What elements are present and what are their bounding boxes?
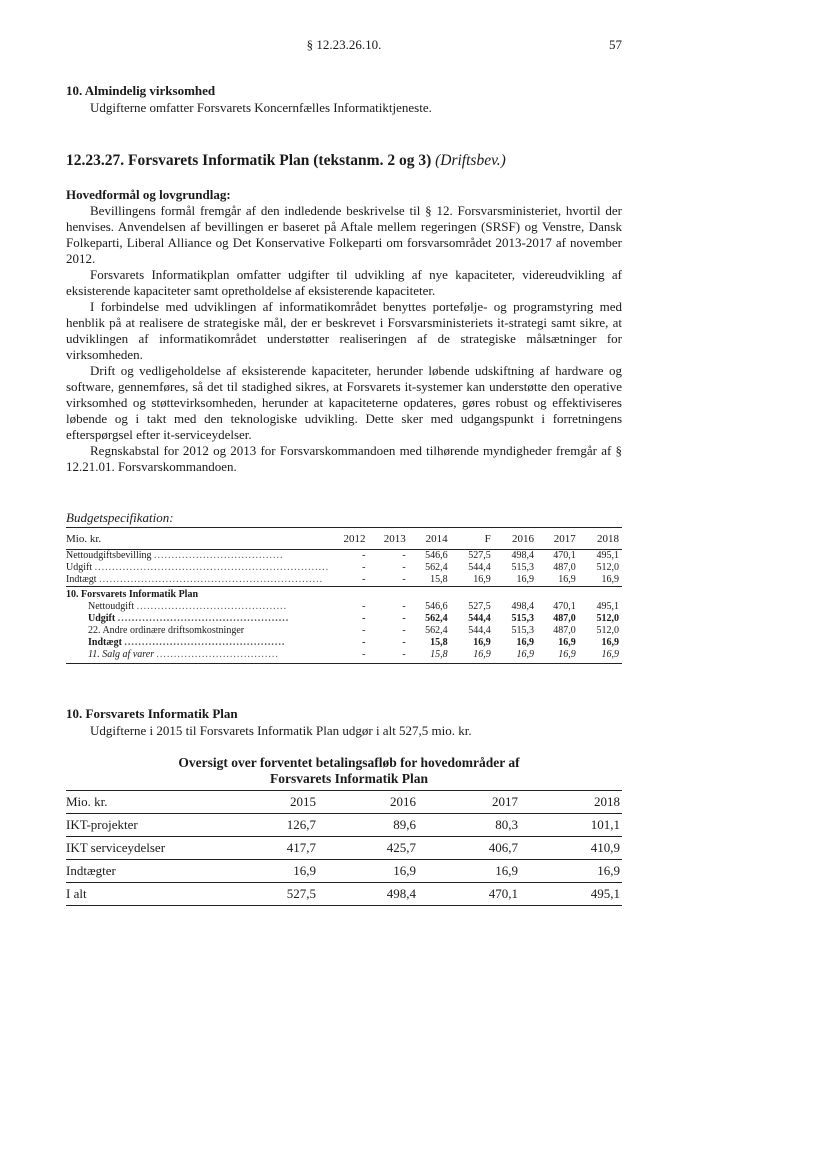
- overview-col-header: 2016: [318, 791, 418, 814]
- row-label-text: 11. Salg af varer: [88, 649, 155, 660]
- table-cell: -: [362, 613, 366, 624]
- table-cell: 487,0: [553, 613, 576, 624]
- table-cell: -: [402, 625, 406, 636]
- row-label-text: Nettoudgiftsbevilling: [66, 550, 152, 561]
- table-row: [66, 637, 622, 649]
- budget-header-row: [66, 528, 622, 550]
- budget-col-header: F: [451, 528, 494, 550]
- budget-col-header: Mio. kr.: [66, 528, 332, 550]
- table-cell: 470,1: [418, 883, 520, 906]
- table-cell: 16,9: [473, 574, 491, 585]
- hovedformaal-body: [66, 203, 622, 475]
- hovedformaal-heading: Hovedformål og lovgrundlag:: [66, 187, 231, 202]
- table-row: [66, 562, 622, 574]
- table-cell: 16,9: [494, 649, 537, 664]
- table-cell: 406,7: [418, 837, 520, 860]
- row-label-text: 22. Andre ordinære driftsomkostninger: [88, 625, 245, 636]
- table-cell: 515,3: [511, 613, 534, 624]
- table-cell: 515,3: [511, 562, 534, 573]
- table-cell: -: [402, 637, 406, 648]
- table-cell: -: [362, 562, 366, 573]
- table-cell: -: [402, 562, 406, 573]
- table-cell: 15,8: [409, 649, 451, 664]
- table-row: [66, 587, 622, 602]
- table-cell: 515,3: [511, 625, 534, 636]
- table-cell: 546,6: [425, 601, 448, 612]
- table-row: [66, 601, 622, 613]
- leader-dots: ...........................................: [136, 601, 288, 612]
- row-label: I alt: [66, 883, 216, 906]
- body-paragraph: Forsvarets Informatikplan omfatter udgifter til udvikling af nye kapaciteter, videreudvikling af eksisterende kapaciteter samt opretholdelse af eksisterende kapaciteter.: [66, 267, 622, 298]
- table-cell: 16,9: [601, 637, 619, 648]
- page-number: 57: [609, 37, 622, 52]
- table-cell: 16,9: [451, 649, 494, 664]
- budget-col-header: 2016: [494, 528, 537, 550]
- row-label: Indtægter: [66, 860, 216, 883]
- row-label: IKT-projekter: [66, 814, 216, 837]
- table-cell: 512,0: [596, 613, 619, 624]
- budget-col-header: 2017: [537, 528, 579, 550]
- table-row: [66, 613, 622, 625]
- table-cell: 16,9: [516, 574, 534, 585]
- budget-col-header: 2018: [579, 528, 622, 550]
- table-cell: 487,0: [553, 562, 576, 573]
- leader-dots: .................................................: [117, 613, 290, 624]
- table-row: [66, 550, 622, 563]
- table-cell: [409, 587, 451, 602]
- table-cell: 527,5: [468, 601, 491, 612]
- table-cell: 410,9: [520, 837, 622, 860]
- table-cell: -: [402, 574, 406, 585]
- budget-col-header: 2013: [368, 528, 408, 550]
- table-cell: 512,0: [596, 625, 619, 636]
- row-label-text: Udgift: [66, 562, 93, 573]
- budget-col-header: 2012: [332, 528, 368, 550]
- row-label-text: Nettoudgift: [88, 601, 135, 612]
- table-cell: 527,5: [216, 883, 318, 906]
- body-paragraph: I forbindelse med udviklingen af informatikområdet benyttes portefølje- og programstyring med henblik på at realisere de strategiske mål, der er beskrevet i Forsvarsministeriets it-strategi samt sikre, at udviklingen af informatikområdet understøtter realiseringen af de strategiske målsætninger for virksomheden.: [66, 299, 622, 362]
- overview-title-line: Forsvarets Informatik Plan: [270, 771, 428, 786]
- overview-col-header: 2015: [216, 791, 318, 814]
- table-cell: 16,9: [579, 649, 622, 664]
- table-cell: 487,0: [553, 625, 576, 636]
- leader-dots: ...................................: [156, 649, 280, 660]
- table-cell: -: [402, 550, 406, 561]
- table-cell: 15,8: [430, 637, 448, 648]
- table-cell: 498,4: [511, 601, 534, 612]
- table-cell: 16,9: [516, 637, 534, 648]
- page-header: [66, 37, 622, 55]
- table-cell: 544,4: [468, 562, 491, 573]
- table-row: [66, 625, 622, 637]
- table-cell: 16,9: [520, 860, 622, 883]
- table-cell: 16,9: [558, 637, 576, 648]
- table-cell: 89,6: [318, 814, 418, 837]
- table-row: [66, 837, 622, 860]
- table-cell: -: [368, 649, 408, 664]
- section-reference: § 12.23.26.10.: [306, 37, 382, 52]
- subsection-text-almindelig: Udgifterne omfatter Forsvarets Koncernfælles Informatiktjeneste.: [90, 100, 432, 115]
- row-label: [66, 550, 332, 563]
- table-cell: -: [362, 637, 366, 648]
- row-label: [66, 574, 332, 587]
- body-paragraph: Bevillingens formål fremgår af den indledende beskrivelse til § 12. Forsvarsministeriet, hvortil der henvises. Anvendelsen af bevillingen er baseret på Aftale mellem regeringen (SRSF) og Venstre, Dansk Folkeparti, Liberal Alliance og Det Konservative Folkeparti om forsvarsområdet 2013-2017 af november 2012.: [66, 203, 622, 266]
- table-cell: 470,1: [553, 601, 576, 612]
- table-row: [66, 860, 622, 883]
- budget-col-header: 2014: [409, 528, 451, 550]
- overview-col-header: Mio. kr.: [66, 791, 216, 814]
- table-cell: 544,4: [468, 625, 491, 636]
- overview-header-row: [66, 791, 622, 814]
- table-cell: -: [402, 613, 406, 624]
- row-label: [66, 613, 332, 625]
- table-cell: [451, 587, 494, 602]
- section-title: [66, 152, 506, 170]
- section-title-type: (Driftsbev.): [435, 152, 506, 169]
- leader-dots: ................................................................: [99, 574, 324, 585]
- table-cell: 546,6: [425, 550, 448, 561]
- table-cell: [494, 587, 537, 602]
- table-cell: 16,9: [601, 574, 619, 585]
- overview-col-header: 2018: [520, 791, 622, 814]
- table-cell: -: [362, 601, 366, 612]
- section-title-main: 12.23.27. Forsvarets Informatik Plan (tekstanm. 2 og 3): [66, 152, 432, 169]
- row-label: [66, 649, 332, 664]
- table-cell: -: [362, 574, 366, 585]
- row-label: [66, 587, 332, 602]
- table-cell: 544,4: [468, 613, 491, 624]
- table-cell: 16,9: [318, 860, 418, 883]
- table-cell: 512,0: [596, 562, 619, 573]
- table-cell: [579, 587, 622, 602]
- table-cell: 16,9: [558, 574, 576, 585]
- overview-col-header: 2017: [418, 791, 520, 814]
- table-row: [66, 649, 622, 664]
- leader-dots: .....................................: [154, 550, 284, 561]
- table-cell: 562,4: [425, 562, 448, 573]
- row-label: [66, 625, 332, 637]
- row-label: [66, 601, 332, 613]
- overview-table: [66, 790, 622, 906]
- table-cell: [332, 587, 368, 602]
- table-cell: -: [362, 550, 366, 561]
- table-cell: 126,7: [216, 814, 318, 837]
- subsection-text-informatik: Udgifterne i 2015 til Forsvarets Informatik Plan udgør i alt 527,5 mio. kr.: [90, 723, 472, 738]
- table-cell: [537, 587, 579, 602]
- body-paragraph: Drift og vedligeholdelse af eksisterende kapaciteter, herunder løbende udskiftning af hardware og software, gennemføres, så det til stadighed sikres, at Forsvarets it-systemer kan understøtte den operative virksomhed og støttevirksomheden, herunder at kapaciteterne opdateres, gøres robust og effektiviseres løbende og i takt med den teknologiske udvikling. Dette sker med udgangspunkt i forretningens efterspørgsel efter it-serviceydelser.: [66, 363, 622, 442]
- row-label-text: Udgift: [88, 613, 116, 624]
- table-cell: 16,9: [418, 860, 520, 883]
- table-cell: 80,3: [418, 814, 520, 837]
- table-row: [66, 814, 622, 837]
- table-cell: 495,1: [596, 550, 619, 561]
- budget-label: Budgetspecifikation:: [66, 510, 174, 525]
- table-cell: 16,9: [473, 637, 491, 648]
- subsection-heading-informatik: 10. Forsvarets Informatik Plan: [66, 706, 238, 721]
- row-label-text: Indtægt: [66, 574, 97, 585]
- subsection-heading-almindelig: 10. Almindelig virksomhed: [66, 83, 216, 98]
- table-cell: 498,4: [511, 550, 534, 561]
- row-label: [66, 562, 332, 574]
- table-cell: 101,1: [520, 814, 622, 837]
- table-cell: 15,8: [430, 574, 448, 585]
- table-cell: -: [402, 601, 406, 612]
- table-cell: 527,5: [468, 550, 491, 561]
- leader-dots: ..............................................: [124, 637, 286, 648]
- table-cell: 498,4: [318, 883, 418, 906]
- overview-title: [66, 755, 632, 787]
- row-label: IKT serviceydelser: [66, 837, 216, 860]
- row-label: [66, 637, 332, 649]
- row-label-text: 10. Forsvarets Informatik Plan: [66, 589, 199, 600]
- table-row: [66, 883, 622, 906]
- budget-table: [66, 527, 622, 664]
- table-cell: 495,1: [596, 601, 619, 612]
- table-cell: -: [332, 649, 368, 664]
- table-row: [66, 574, 622, 587]
- body-paragraph: Regnskabstal for 2012 og 2013 for Forsvarskommandoen med tilhørende myndigheder fremgår af § 12.21.01. Forsvarskommandoen.: [66, 443, 622, 474]
- table-cell: 425,7: [318, 837, 418, 860]
- table-cell: [368, 587, 408, 602]
- table-cell: 562,4: [425, 613, 448, 624]
- table-cell: -: [362, 625, 366, 636]
- row-label-text: Indtægt: [88, 637, 122, 648]
- table-cell: 495,1: [520, 883, 622, 906]
- table-cell: 470,1: [553, 550, 576, 561]
- leader-dots: ...................................................................: [94, 562, 330, 573]
- table-cell: 16,9: [216, 860, 318, 883]
- overview-title-line: Oversigt over forventet betalingsafløb for hovedområder af: [178, 755, 520, 770]
- table-cell: 417,7: [216, 837, 318, 860]
- table-cell: 562,4: [425, 625, 448, 636]
- table-cell: 16,9: [537, 649, 579, 664]
